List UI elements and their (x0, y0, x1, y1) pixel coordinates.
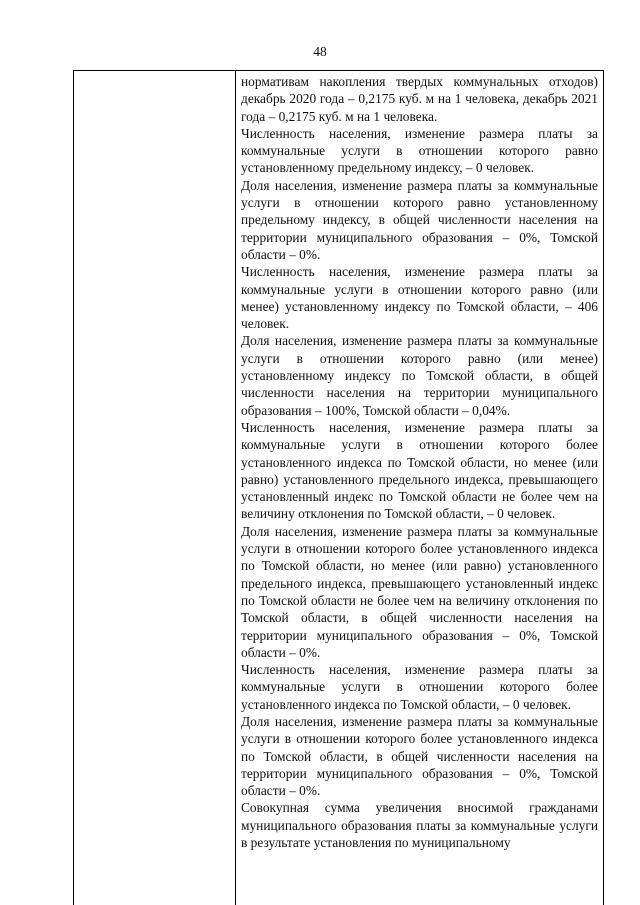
paragraph-total-increase: Совокупная сумма увеличения вносимой гражданами муниципального образования платы за коммунальные услуги в результате установления по муниципальному (241, 800, 598, 851)
paragraph-population-equal-limit: Численность населения, изменение размера платы за коммунальные услуги в отношении которого равно установленному предельному индексу, – 0 человек. (241, 125, 598, 176)
paragraph-norms-continuation: нормативам накопления твердых коммунальных отходов) декабрь 2020 года – 0,2175 куб. м на 1 человека, декабрь 2021 года – 0,2175 куб. м на 1 человека. (241, 74, 598, 124)
paragraph-population-above-regional-within-deviation: Численность населения, изменение размера платы за коммунальные услуги в отношении которого более установленного индекса по Томской области, но менее (или равно) установленного предельного индекса, превышающего установленный индекс по Томской области не более чем на величину отклонения по Томской области, – 0 человек. (241, 419, 598, 522)
paragraph-share-above-regional-within-deviation: Доля населения, изменение размера платы за коммунальные услуги в отношении которого более установленного индекса по Томской области, но менее (или равно) установленного предельного индекса, превышающего установленный индекс по Томской области не более чем на величину отклонения по Томской области, в общей численности населения на территории муниципального образования – 0%, Томской области – 0%. (241, 523, 598, 660)
paragraph-share-equal-limit: Доля населения, изменение размера платы за коммунальные услуги в отношении которого равно установленному предельному индексу, в общей численности населения на территории муниципального образования – 0%, Томской области – 0%. (241, 177, 598, 262)
table-left-cell (74, 71, 236, 905)
paragraph-share-above-regional: Доля населения, изменение размера платы за коммунальные услуги в отношении которого более установленного индекса по Томской области, в общей численности населения на территории муниципального образования – 0%, Томской области – 0%. (241, 713, 598, 799)
page-number: 48 (313, 44, 327, 59)
paragraph-share-equal-regional: Доля населения, изменение размера платы за коммунальные услуги в отношении которого равно (или менее) установленному индексу по Томской области, в общей численности населения на территории муниципального образования – 100%, Томской области – 0,04%. (241, 333, 598, 418)
paragraph-population-above-regional: Численность населения, изменение размера платы за коммунальные услуги в отношении которого более установленного индекса по Томской области, – 0 человек. (241, 662, 598, 712)
paragraph-population-equal-regional: Численность населения, изменение размера платы за коммунальные услуги в отношении которого равно (или менее) установленному индексу по Томской области, – 406 человек. (241, 264, 598, 332)
document-table (73, 70, 604, 905)
table-right-cell (236, 71, 603, 905)
